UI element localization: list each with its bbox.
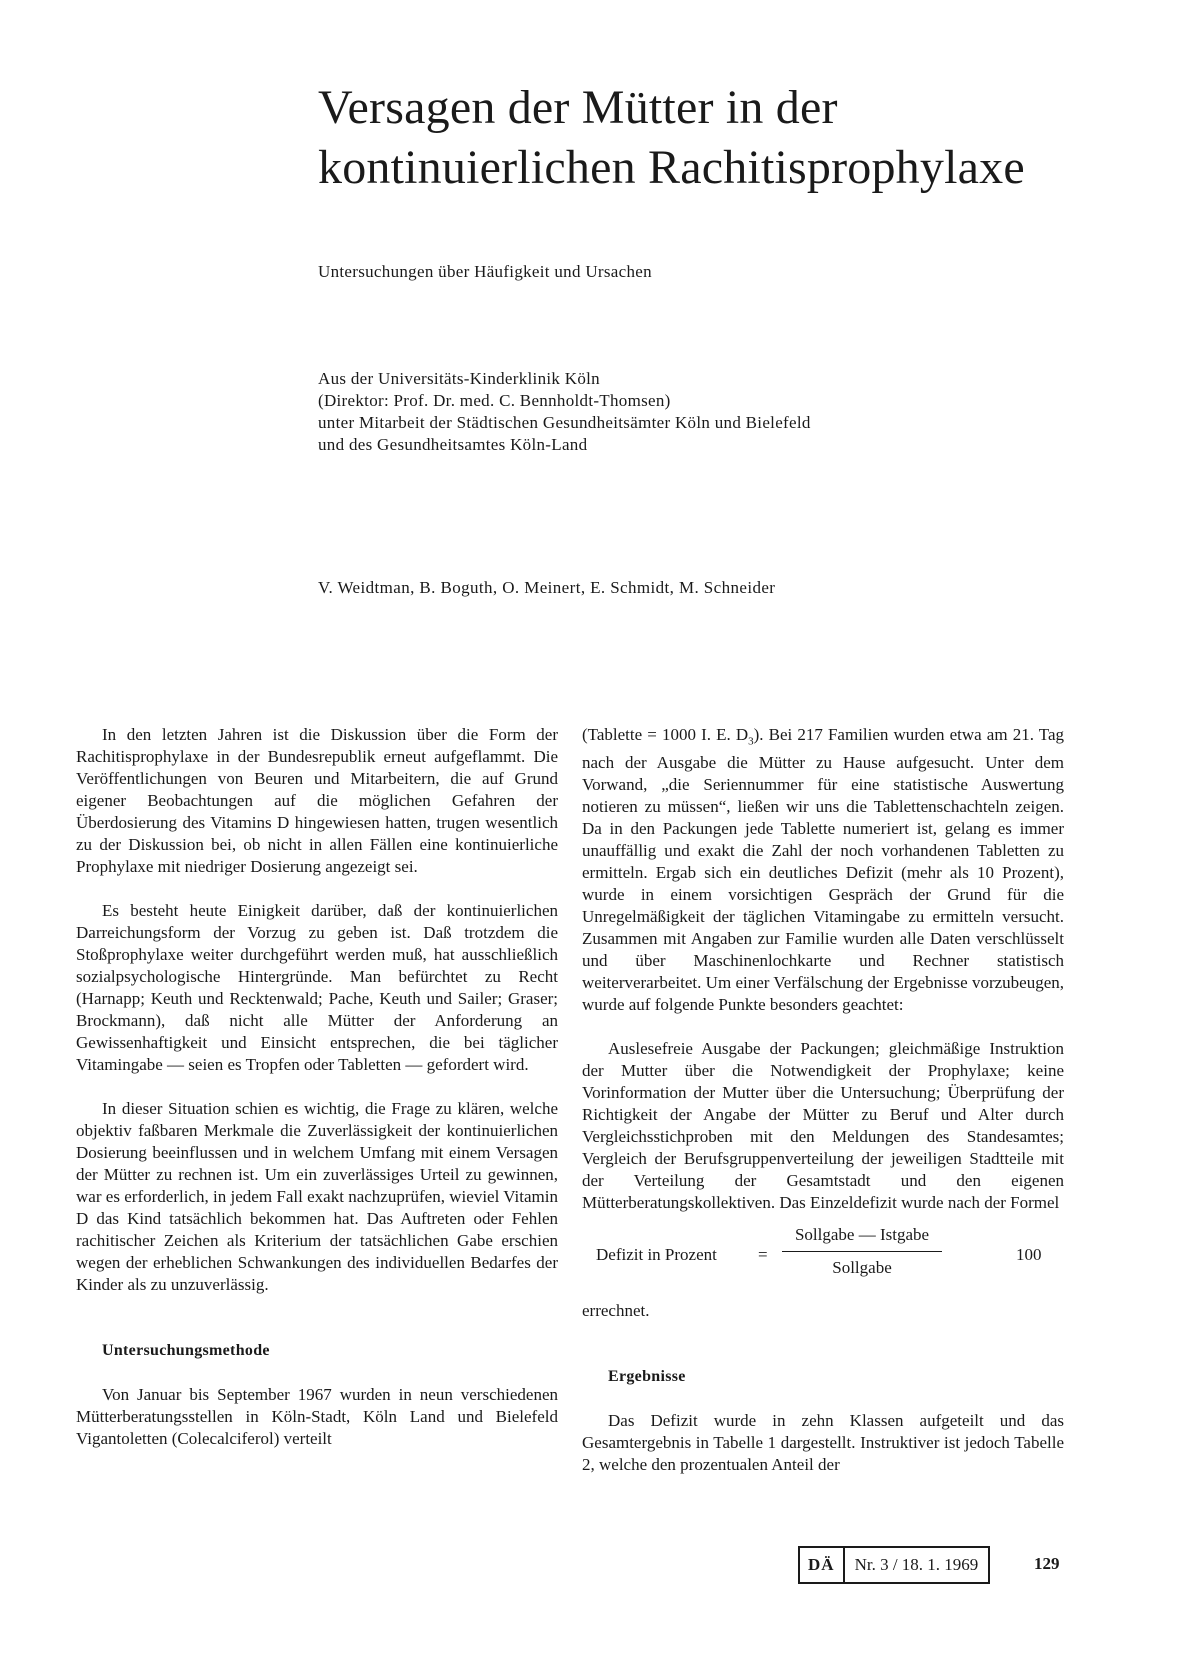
section-heading-results: Ergebnisse — [608, 1368, 686, 1386]
title-line-2: kontinuierlichen Rachitisprophylaxe — [318, 141, 1025, 194]
issue-info: Nr. 3 / 18. 1. 1969 — [854, 1555, 979, 1574]
body-paragraph: errechnet. — [582, 1301, 650, 1321]
affiliation-line: Aus der Universitäts-Kinderklinik Köln — [318, 369, 600, 388]
journal-logo: DÄ — [800, 1548, 845, 1582]
formula-fraction — [782, 1224, 942, 1279]
formula-denominator: Sollgabe — [832, 1258, 892, 1278]
formula-numerator: Sollgabe — Istgabe — [782, 1224, 942, 1252]
text-run: ). Bei 217 Familien wurden etwa am 21. Tag nach der Ausgabe die Mütter zu Hause aufgesucht. Unter dem Vorwand, „die Seriennummer für eine statistische Auswertung notieren zu müssen“, ließen wir uns die Tablettenschachteln zeigen. Da in den Packungen jede Tablette numeriert ist, gelang es immer unauffällig und exakt die Zahl der noch vorhandenen Tabletten zu ermitteln. Ergab sich ein deutliches Defizit (mehr als 10 Prozent), wurde in einem vorsichtigen Gespräch der Grund für die Unregelmäßigkeit der täglichen Vitamingabe zu ermitteln versucht. Zusammen mit Angaben zur Familie wurden alle Daten verschlüsselt und über Maschinenlochkarte und Rechner statistisch weiterverarbeitet. Um einer Verfälschung der Ergebnisse vorzubeugen, wurde auf folgende Punkte besonders geachtet: — [582, 725, 1064, 1015]
formula-multiplier: 100 — [1016, 1245, 1042, 1265]
formula-lhs: Defizit in Prozent — [596, 1245, 717, 1265]
article-title — [318, 78, 1138, 198]
body-paragraph — [582, 724, 1064, 1016]
formula-equals: = — [758, 1245, 768, 1265]
right-column — [582, 724, 1064, 1476]
body-paragraph: In dieser Situation schien es wichtig, die Frage zu klären, welche objektiv faßbaren Merkmale die Zuverlässigkeit der kontinuierlichen Dosierung beeinflussen und in welchem Umfang mit einem Versagen der Mütter zu rechnen ist. Um ein zuverlässiges Urteil zu gewinnen, war es erforderlich, in jedem Fall exakt nachzuprüfen, wieviel Vitamin D das Kind tatsächlich bekommen hat. Das Auftreten oder Fehlen rachitischer Zeichen als Kriterium der tatsächlichen Gabe erschien wegen der erheblichen Schwankungen des individuellen Bedarfes der Kinder als zu unzuverlässig. — [76, 1099, 558, 1294]
body-paragraph: Von Januar bis September 1967 wurden in neun verschiedenen Mütterberatungsstellen in Köln-Stadt, Köln Land und Bielefeld Vigantoletten (Colecalciferol) verteilt — [76, 1385, 558, 1448]
body-paragraph: In den letzten Jahren ist die Diskussion über die Form der Rachitisprophylaxe in der Bundesrepublik erneut aufgeflammt. Die Veröffentlichungen von Beuren und Mitarbeitern, die auf Grund eigener Beobachtungen auf die möglichen Gefahren der Überdosierung des Vitamins D hingewiesen hatten, trugen wesentlich zu der Diskussion bei, ob nicht in allen Fällen eine kontinuierliche Prophylaxe mit niedriger Dosierung angezeigt sei. — [76, 725, 558, 876]
body-paragraph: Es besteht heute Einigkeit darüber, daß der kontinuierlichen Darreichungsform der Vorzug zu geben ist. Daß trotzdem die Stoßprophylaxe weiter durchgeführt werden muß, hat ausschließlich sozialpsychologische Hintergründe. Man befürchtet zu Recht (Harnapp; Keuth und Recktenwald; Pache, Keuth und Sailer; Graser; Brockmann), daß nicht alle Mütter der Anforderung an Gewissenhaftigkeit und Einsicht entsprechen, die bei täglicher Vitamingabe — seien es Tropfen oder Tabletten — gefordert wird. — [76, 901, 558, 1074]
left-column — [76, 724, 558, 1450]
affiliation-line: und des Gesundheitsamtes Köln-Land — [318, 435, 588, 454]
text-run: (Tablette = 1000 I. E. D — [582, 725, 749, 744]
subscript: 3 — [748, 735, 754, 748]
article-subtitle: Untersuchungen über Häufigkeit und Ursachen — [318, 262, 652, 281]
affiliation-line: unter Mitarbeit der Städtischen Gesundheitsämter Köln und Bielefeld — [318, 413, 811, 432]
body-paragraph: Auslesefreie Ausgabe der Packungen; gleichmäßige Instruktion der Mutter über die Notwendigkeit der Prophylaxe; keine Vorinformation der Mutter über die Untersuchung; Überprüfung der Richtigkeit der Angabe der Mütter zu Beruf und Alter durch Vergleichsstichproben mit den Meldungen des Standesamtes; Vergleich der Berufsgruppenverteilung der jeweiligen Stadtteile mit der Verteilung der Gesamtstadt und den eigenen Mütterberatungskollektiven. Das Einzeldefizit wurde nach der Formel — [582, 1039, 1064, 1213]
affiliation-block — [318, 368, 811, 456]
author-list: V. Weidtman, B. Boguth, O. Meinert, E. Schmidt, M. Schneider — [318, 578, 776, 597]
title-line-1: Versagen der Mütter in der — [318, 81, 838, 134]
section-heading-methods: Untersuchungsmethode — [102, 1342, 270, 1359]
page-number: 129 — [1034, 1554, 1060, 1573]
body-paragraph: Das Defizit wurde in zehn Klassen aufgeteilt und das Gesamtergebnis in Tabelle 1 dargestellt. Instruktiver ist jedoch Tabelle 2, welche den prozentualen Anteil der — [582, 1411, 1064, 1475]
journal-footer-box — [798, 1546, 990, 1584]
formula-deficit — [582, 1224, 1064, 1288]
affiliation-line: (Direktor: Prof. Dr. med. C. Bennholdt-Thomsen) — [318, 391, 671, 410]
